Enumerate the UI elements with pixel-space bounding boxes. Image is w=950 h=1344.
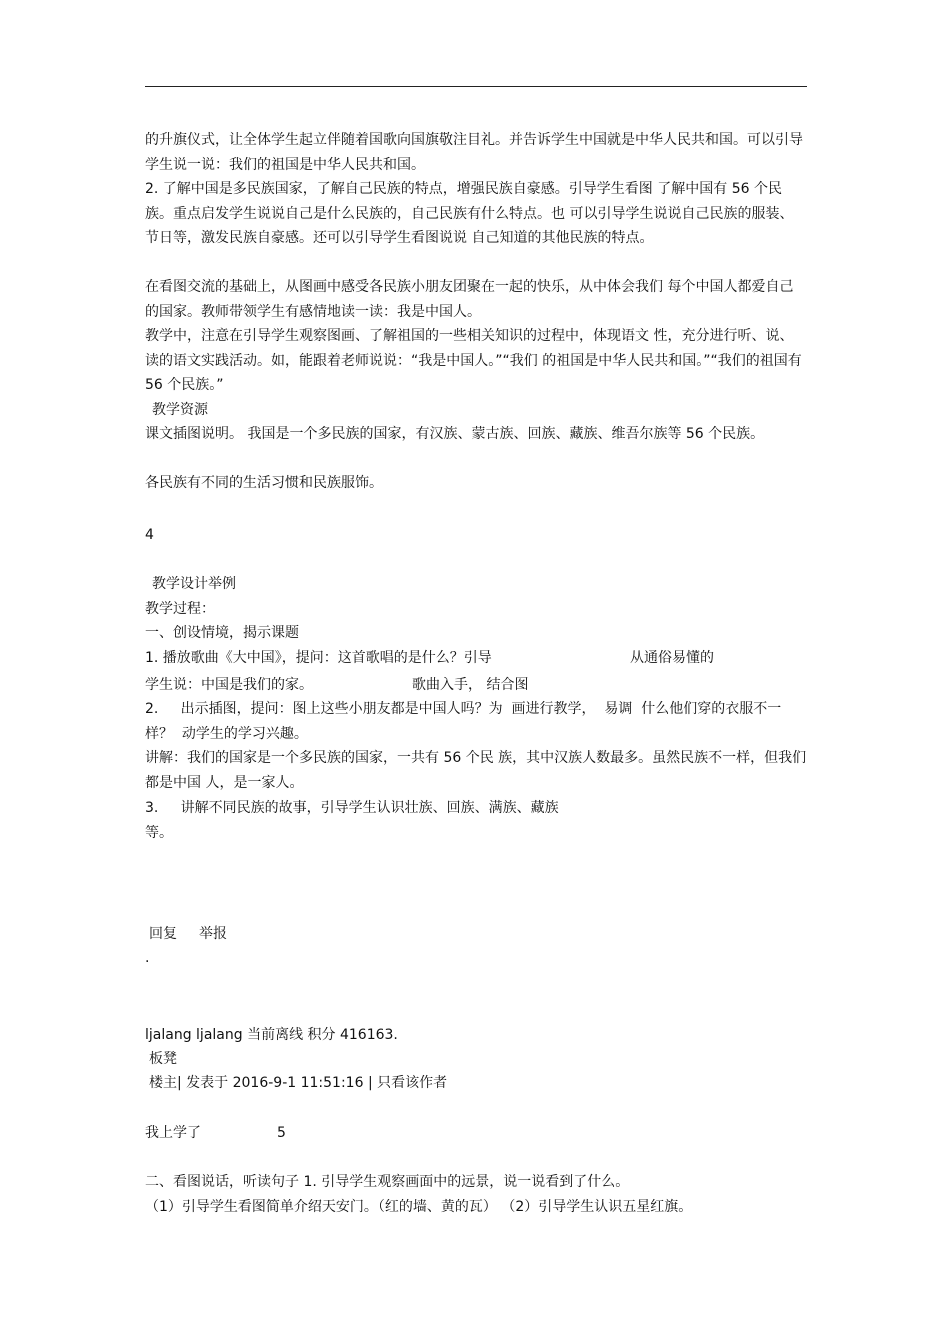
explain-paragraph: 讲解：我们的国家是一个多民族的国家，一共有 56 个民 族，其中汉族人数最多。虽然民族不一样，但我们都是中国 人，是一家人。 [145, 750, 807, 791]
process-label: 教学过程： [145, 601, 215, 617]
user-info-line: ljalang ljalang 当前离线 积分 416163. [145, 1027, 398, 1043]
part-2-line-2: （1）引导学生看图简单介绍天安门。（红的墙、黄的瓦） （2）引导学生认识五星红旗。 [145, 1199, 693, 1215]
resources-paragraph-1: 课文插图说明。 我国是一个多民族的国家，有汉族、蒙古族、回族、藏族、维吾尔族等 56 个民族。 [145, 426, 765, 442]
post-meta: 楼主| 发表于 2016-9-1 11:51:16 | 只看该作者 [149, 1075, 448, 1091]
item-3: 3. 讲解不同民族的故事，引导学生认识壮族、回族、满族、藏族等。 [145, 800, 559, 841]
report-link[interactable]: 举报 [199, 926, 227, 942]
intro-paragraph-3: 在看图交流的基础上，从图画中感受各民族小朋友团聚在一起的快乐，从中体会我们 每个中国人都爱自己的国家。教师带领学生有感情地读一读：我是中国人。 [145, 279, 794, 320]
resources-heading: 教学资源 [152, 402, 208, 418]
post-rank: 板凳 [149, 1051, 177, 1067]
intro-paragraph-2: 2. 了解中国是多民族国家，了解自己民族的特点，增强民族自豪感。引导学生看图 了解中国有 56 个民族。重点启发学生说说自己是什么民族的，自己民族有什么特点。也 可以引导学生说说自己民族的服装、节日等，激发民族自豪感。还可以引导学生看图说说 自己知道的其他民族的特点。 [145, 181, 794, 246]
resources-paragraph-2: 各民族有不同的生活习惯和民族服饰。 [145, 475, 383, 491]
post-message: 我上学了 [145, 1125, 201, 1141]
item-1-line-1: 1. 播放歌曲《大中国》，提问：这首歌唱的是什么？引导 [145, 650, 492, 666]
part-2-line-1: 二、看图说话，听读句子 1. 引导学生观察画面中的远景，说一说看到了什么。 [145, 1174, 630, 1190]
page-number-5: 5 [277, 1125, 286, 1141]
item-2: 2. 出示插图，提问：图上这些小朋友都是中国人吗？为 画进行教学， 易调 什么他们穿的衣服不一样？ 动学生的学习兴趣。 [145, 701, 782, 742]
item-1-aside-1: 从通俗易懂的 [630, 650, 714, 666]
section-1-title: 一、创设情境，揭示课题 [145, 625, 299, 641]
intro-paragraph-4: 教学中，注意在引导学生观察图画、了解祖国的一些相关知识的过程中，体现语文 性，充分进行听、说、读的语文实践活动。如，能跟着老师说说：“我是中国人。”“我们 的祖国是中华人民共和国。”“我们的祖国有 56 个民族。” [145, 328, 802, 393]
top-rule [145, 86, 807, 87]
design-heading: 教学设计举例 [152, 576, 236, 592]
separator-dot: . [145, 950, 150, 966]
item-1-aside-2: 歌曲入手， 结合图 [412, 677, 529, 693]
reply-link[interactable]: 回复 [149, 926, 177, 942]
intro-paragraph-1: 的升旗仪式，让全体学生起立伴随着国歌向国旗敬注目礼。并告诉学生中国就是中华人民共和国。可以引导学生说一说：我们的祖国是中华人民共和国。 [145, 132, 803, 173]
item-1-line-2: 学生说：中国是我们的家。 [145, 677, 313, 693]
page-number-4: 4 [145, 527, 154, 543]
